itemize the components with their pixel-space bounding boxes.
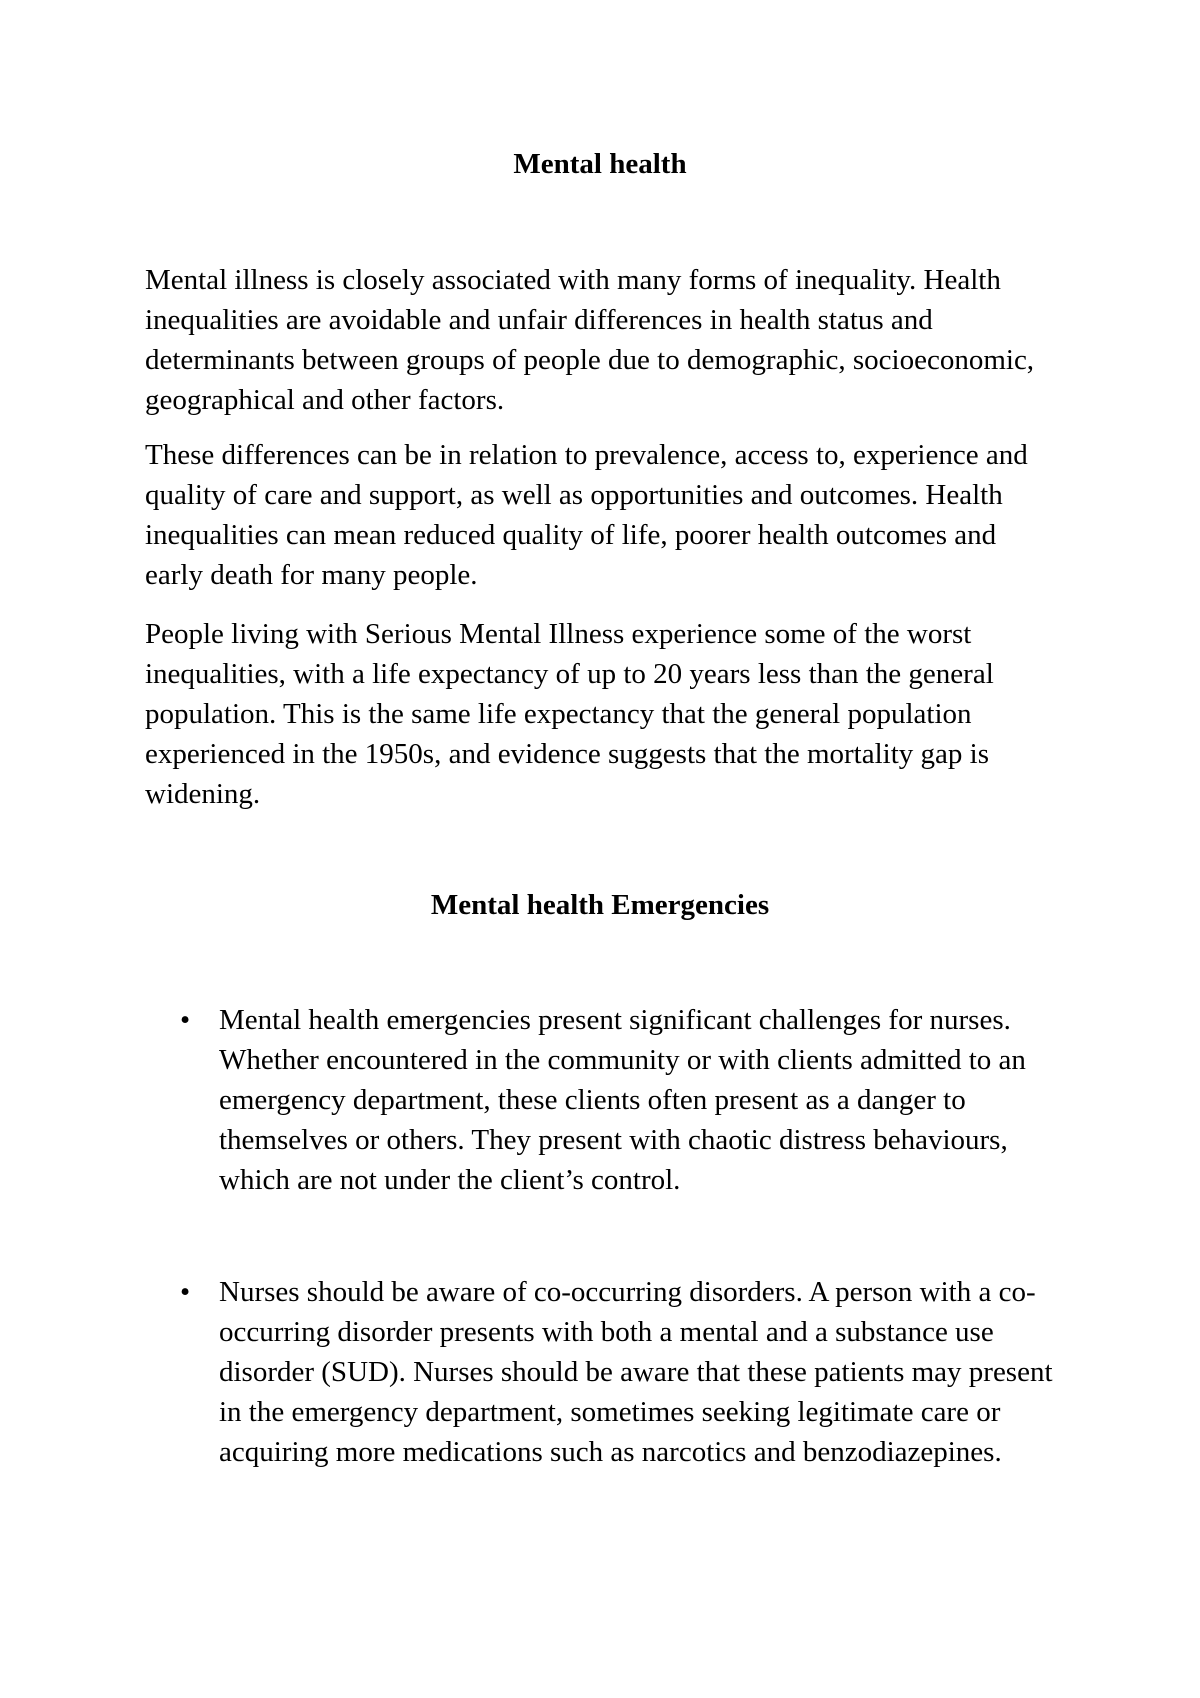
list-item-text: Nurses should be aware of co-occurring disorders. A person with a co-occurring disorder presents with both a mental and a substance use disorder (SUD). Nurses should be aware that these patients may present in the emergency department, sometimes seeking legitimate care or acquiring more medications such as narcotics and benzodiazepines.: [219, 1276, 1053, 1468]
section-title: Mental health Emergencies: [430, 889, 770, 921]
paragraph-differences: These differences can be in relation to prevalence, access to, experience and quality of care and support, as well as opportunities and outcomes. Health inequalities can mean reduced quality of life, poorer health outcomes and early death for many people.: [145, 439, 1028, 591]
list-item-text: Mental health emergencies present significant challenges for nurses. Whether encountered in the community or with clients admitted to an emergency department, these clients often present as a danger to themselves or others. They present with chaotic distress behaviours, which are not under the client’s control.: [219, 1004, 1026, 1196]
document-title: Mental health: [513, 148, 687, 180]
bullet-icon: •: [180, 1004, 191, 1036]
paragraph-serious-mental-illness: People living with Serious Mental Illness experience some of the worst inequalities, with a life expectancy of up to 20 years less than the general population. This is the same life expectancy that the general population experienced in the 1950s, and evidence suggests that the mortality gap is widening.: [145, 618, 994, 810]
bullet-icon: •: [180, 1276, 191, 1308]
paragraph-inequality: Mental illness is closely associated with many forms of inequality. Health inequalities are avoidable and unfair differences in health status and determinants between groups of people due to demographic, socioeconomic, geographical and other factors.: [145, 264, 1035, 416]
